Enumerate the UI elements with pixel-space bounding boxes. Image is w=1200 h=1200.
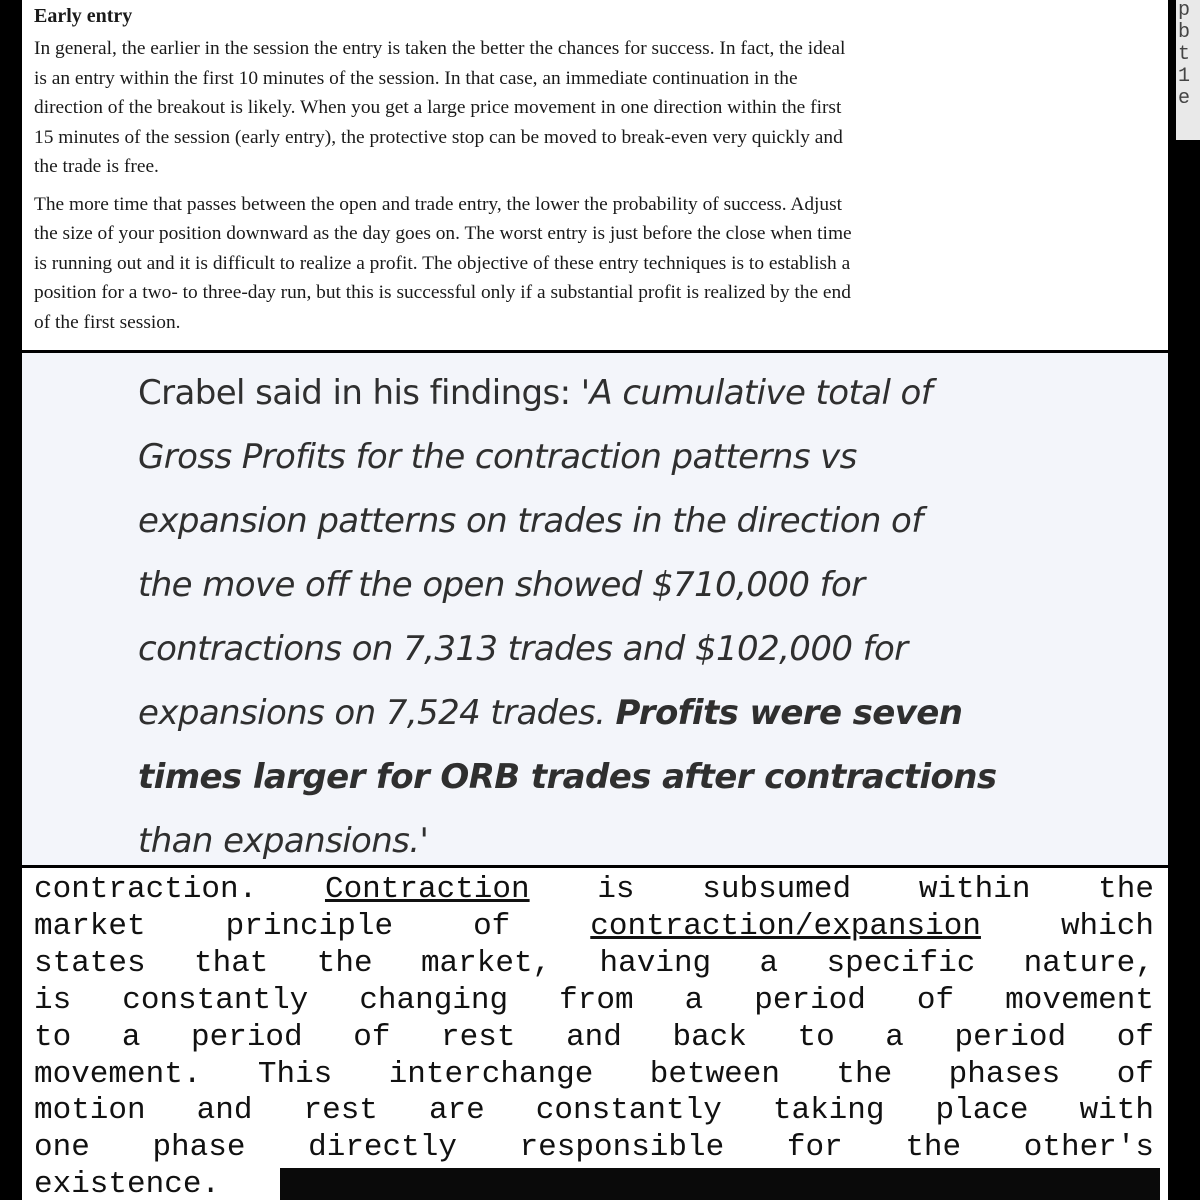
book-excerpt-panel: [22, 0, 1168, 350]
typewriter-word: rest: [303, 1093, 378, 1129]
typewriter-word: a: [684, 982, 704, 1018]
typewriter-line: [34, 1093, 1154, 1130]
quote-line: than expansions.': [138, 821, 429, 861]
typewriter-word: period: [954, 1019, 1067, 1055]
typewriter-word: a: [759, 945, 779, 981]
typewriter-line: [34, 1020, 1154, 1057]
typewriter-word: contraction.: [34, 872, 258, 907]
quote-intro: Crabel said in his findings: ': [138, 373, 590, 413]
typewriter-word: constantly: [535, 1093, 722, 1129]
quote-line: contractions on 7,313 trades and $102,000 for: [138, 629, 908, 669]
quote-italic: A cumulative total of: [589, 373, 933, 413]
typewriter-word: market,: [420, 945, 552, 981]
typewriter-word: for: [786, 1130, 843, 1166]
typewriter-word: movement.: [34, 1056, 202, 1092]
typewriter-word: existence.: [34, 1167, 221, 1200]
text-line: direction of the breakout is likely. When you get a large price movement in one direction within the first: [34, 97, 842, 118]
typewriter-word: phases: [948, 1056, 1061, 1092]
typewriter-line: [34, 983, 1154, 1020]
typewriter-word: motion: [34, 1093, 146, 1129]
typewriter-word: back: [672, 1019, 747, 1055]
text-line: 15 minutes of the session (early entry), the protective stop can be moved to break-even very quickly and: [34, 126, 843, 148]
fragment-char: b: [1178, 21, 1191, 44]
typewriter-word: of: [353, 1019, 391, 1055]
text-line: is running out and it is difficult to realize a profit. The objective of these entry techniques is to establish a: [34, 252, 851, 274]
typewriter-word: a: [121, 1019, 141, 1055]
text-line: is an entry within the first 10 minutes of the session. In that case, an immediate continuation in the: [34, 67, 798, 89]
typewriter-excerpt-panel: [22, 868, 1168, 1200]
typewriter-line: [34, 1130, 1154, 1167]
typewriter-word: with: [1079, 1093, 1154, 1129]
typewriter-word: one: [34, 1130, 90, 1166]
fragment-char: p: [1178, 0, 1191, 22]
typewriter-word: from: [559, 982, 634, 1018]
text-line: the trade is free.: [34, 156, 159, 177]
quote-line: Gross Profits for the contraction patterns vs: [138, 437, 857, 477]
typewriter-word: Contraction: [324, 872, 530, 907]
quote-italic: expansions on 7,524 trades.: [138, 693, 606, 733]
typewriter-word: the: [836, 1056, 893, 1092]
typewriter-word: other's: [1023, 1130, 1154, 1166]
typewriter-word: period: [754, 982, 866, 1018]
typewriter-word: phase: [152, 1130, 246, 1166]
typewriter-word: having: [599, 945, 712, 981]
text-line: the size of your position downward as the day goes on. The worst entry is just before the close when time: [34, 223, 852, 244]
text-line: position for a two- to three-day run, but this is successful only if a substantial profit is realized by the end: [34, 282, 851, 303]
paragraph-time-decay: [34, 190, 1168, 338]
typewriter-line: [34, 946, 1154, 983]
typewriter-word: between: [649, 1056, 780, 1092]
quote-line: the move off the open showed $710,000 for: [138, 565, 865, 605]
typewriter-word: of: [1116, 1056, 1154, 1092]
typewriter-word: to: [34, 1019, 72, 1055]
paragraph-early-entry: [34, 34, 1168, 182]
typewriter-word: and: [566, 1019, 622, 1055]
typewriter-word: is: [597, 872, 635, 907]
redaction-bar: [280, 1168, 1160, 1200]
quote-line-bold: times larger for ORB trades after contractions: [138, 757, 997, 797]
typewriter-line: [34, 909, 1154, 946]
quote-bold: Profits were seven: [615, 693, 963, 733]
crabel-quote-panel: [22, 353, 1168, 865]
typewriter-word: specific: [826, 945, 976, 981]
quote-line: [138, 681, 1168, 745]
text-line: The more time that passes between the open and trade entry, the lower the probability of success. Adjust: [34, 193, 843, 215]
typewriter-word: of: [916, 982, 955, 1018]
text-line: In general, the earlier in the session the entry is taken the better the chances for success. In fact, the ideal: [34, 38, 846, 59]
typewriter-word: a: [885, 1019, 904, 1055]
typewriter-word: nature,: [1023, 945, 1154, 981]
typewriter-line: [34, 1057, 1154, 1094]
typewriter-word: of: [473, 908, 511, 944]
typewriter-word: states: [34, 945, 146, 981]
fragment-char: t: [1178, 43, 1191, 66]
typewriter-word: principle: [225, 908, 394, 944]
quote-line: [138, 361, 1168, 425]
typewriter-word: constantly: [122, 982, 309, 1018]
typewriter-word: which: [1060, 908, 1154, 944]
typewriter-word: market: [34, 908, 146, 944]
typewriter-word: the: [1098, 872, 1154, 907]
typewriter-word: within: [918, 872, 1031, 907]
typewriter-word: interchange: [388, 1056, 594, 1092]
typewriter-word: place: [935, 1093, 1029, 1129]
typewriter-word: This: [257, 1056, 333, 1092]
fragment-char: e: [1178, 87, 1191, 110]
typewriter-word: and: [196, 1093, 253, 1129]
typewriter-word: is: [34, 982, 72, 1018]
typewriter-word: that: [193, 945, 269, 981]
typewriter-word: taking: [772, 1093, 885, 1129]
adjacent-page-fragment: [1176, 0, 1200, 140]
typewriter-word: the: [316, 945, 373, 981]
typewriter-word: are: [428, 1093, 485, 1129]
typewriter-word: rest: [441, 1019, 516, 1055]
typewriter-word: responsible: [519, 1130, 725, 1166]
typewriter-word: subsumed: [702, 872, 852, 907]
typewriter-word: contraction/expansion: [590, 908, 981, 944]
fragment-char: 1: [1178, 65, 1191, 88]
typewriter-word: the: [905, 1130, 962, 1166]
typewriter-word: period: [191, 1019, 303, 1055]
typewriter-word: to: [797, 1019, 835, 1055]
typewriter-word: directly: [308, 1130, 457, 1166]
typewriter-word: movement: [1005, 982, 1154, 1018]
quote-line: expansion patterns on trades in the direction of: [138, 501, 923, 541]
typewriter-line: [34, 872, 1154, 909]
section-heading: Early entry: [34, 5, 133, 27]
text-line: of the first session.: [34, 311, 181, 333]
typewriter-lines: [34, 872, 1168, 1200]
typewriter-word: changing: [359, 982, 509, 1018]
typewriter-word: of: [1116, 1019, 1154, 1055]
